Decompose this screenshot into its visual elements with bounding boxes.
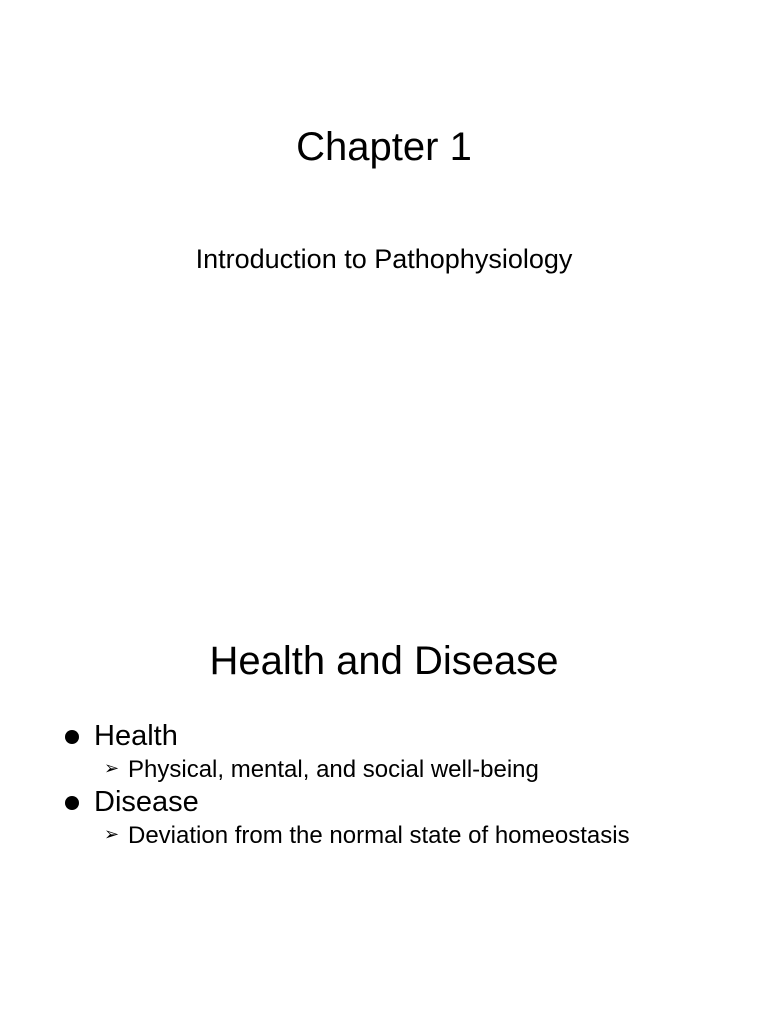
sub-bullet-label: Deviation from the normal state of homeostasis <box>128 822 630 849</box>
bullet-label: Disease <box>94 786 199 818</box>
arrowhead-bullet-icon: ➢ <box>104 758 120 778</box>
sub-bullet-item <box>60 753 740 786</box>
slide-health-and-disease <box>0 512 768 1024</box>
sub-bullet-item <box>60 819 740 852</box>
bullet-item-health <box>60 720 740 753</box>
bullet-label: Health <box>94 720 178 752</box>
arrowhead-bullet-icon: ➢ <box>104 824 120 844</box>
sub-bullet-label: Physical, mental, and social well-being <box>128 756 539 783</box>
chapter-subtitle: Introduction to Pathophysiology <box>195 244 573 274</box>
bullet-dot-icon <box>65 730 79 744</box>
bullet-dot-icon <box>65 796 79 810</box>
bullet-item-disease <box>60 786 740 819</box>
bullet-list <box>60 720 740 852</box>
chapter-title: Chapter 1 <box>296 125 472 169</box>
section-title: Health and Disease <box>209 639 559 683</box>
